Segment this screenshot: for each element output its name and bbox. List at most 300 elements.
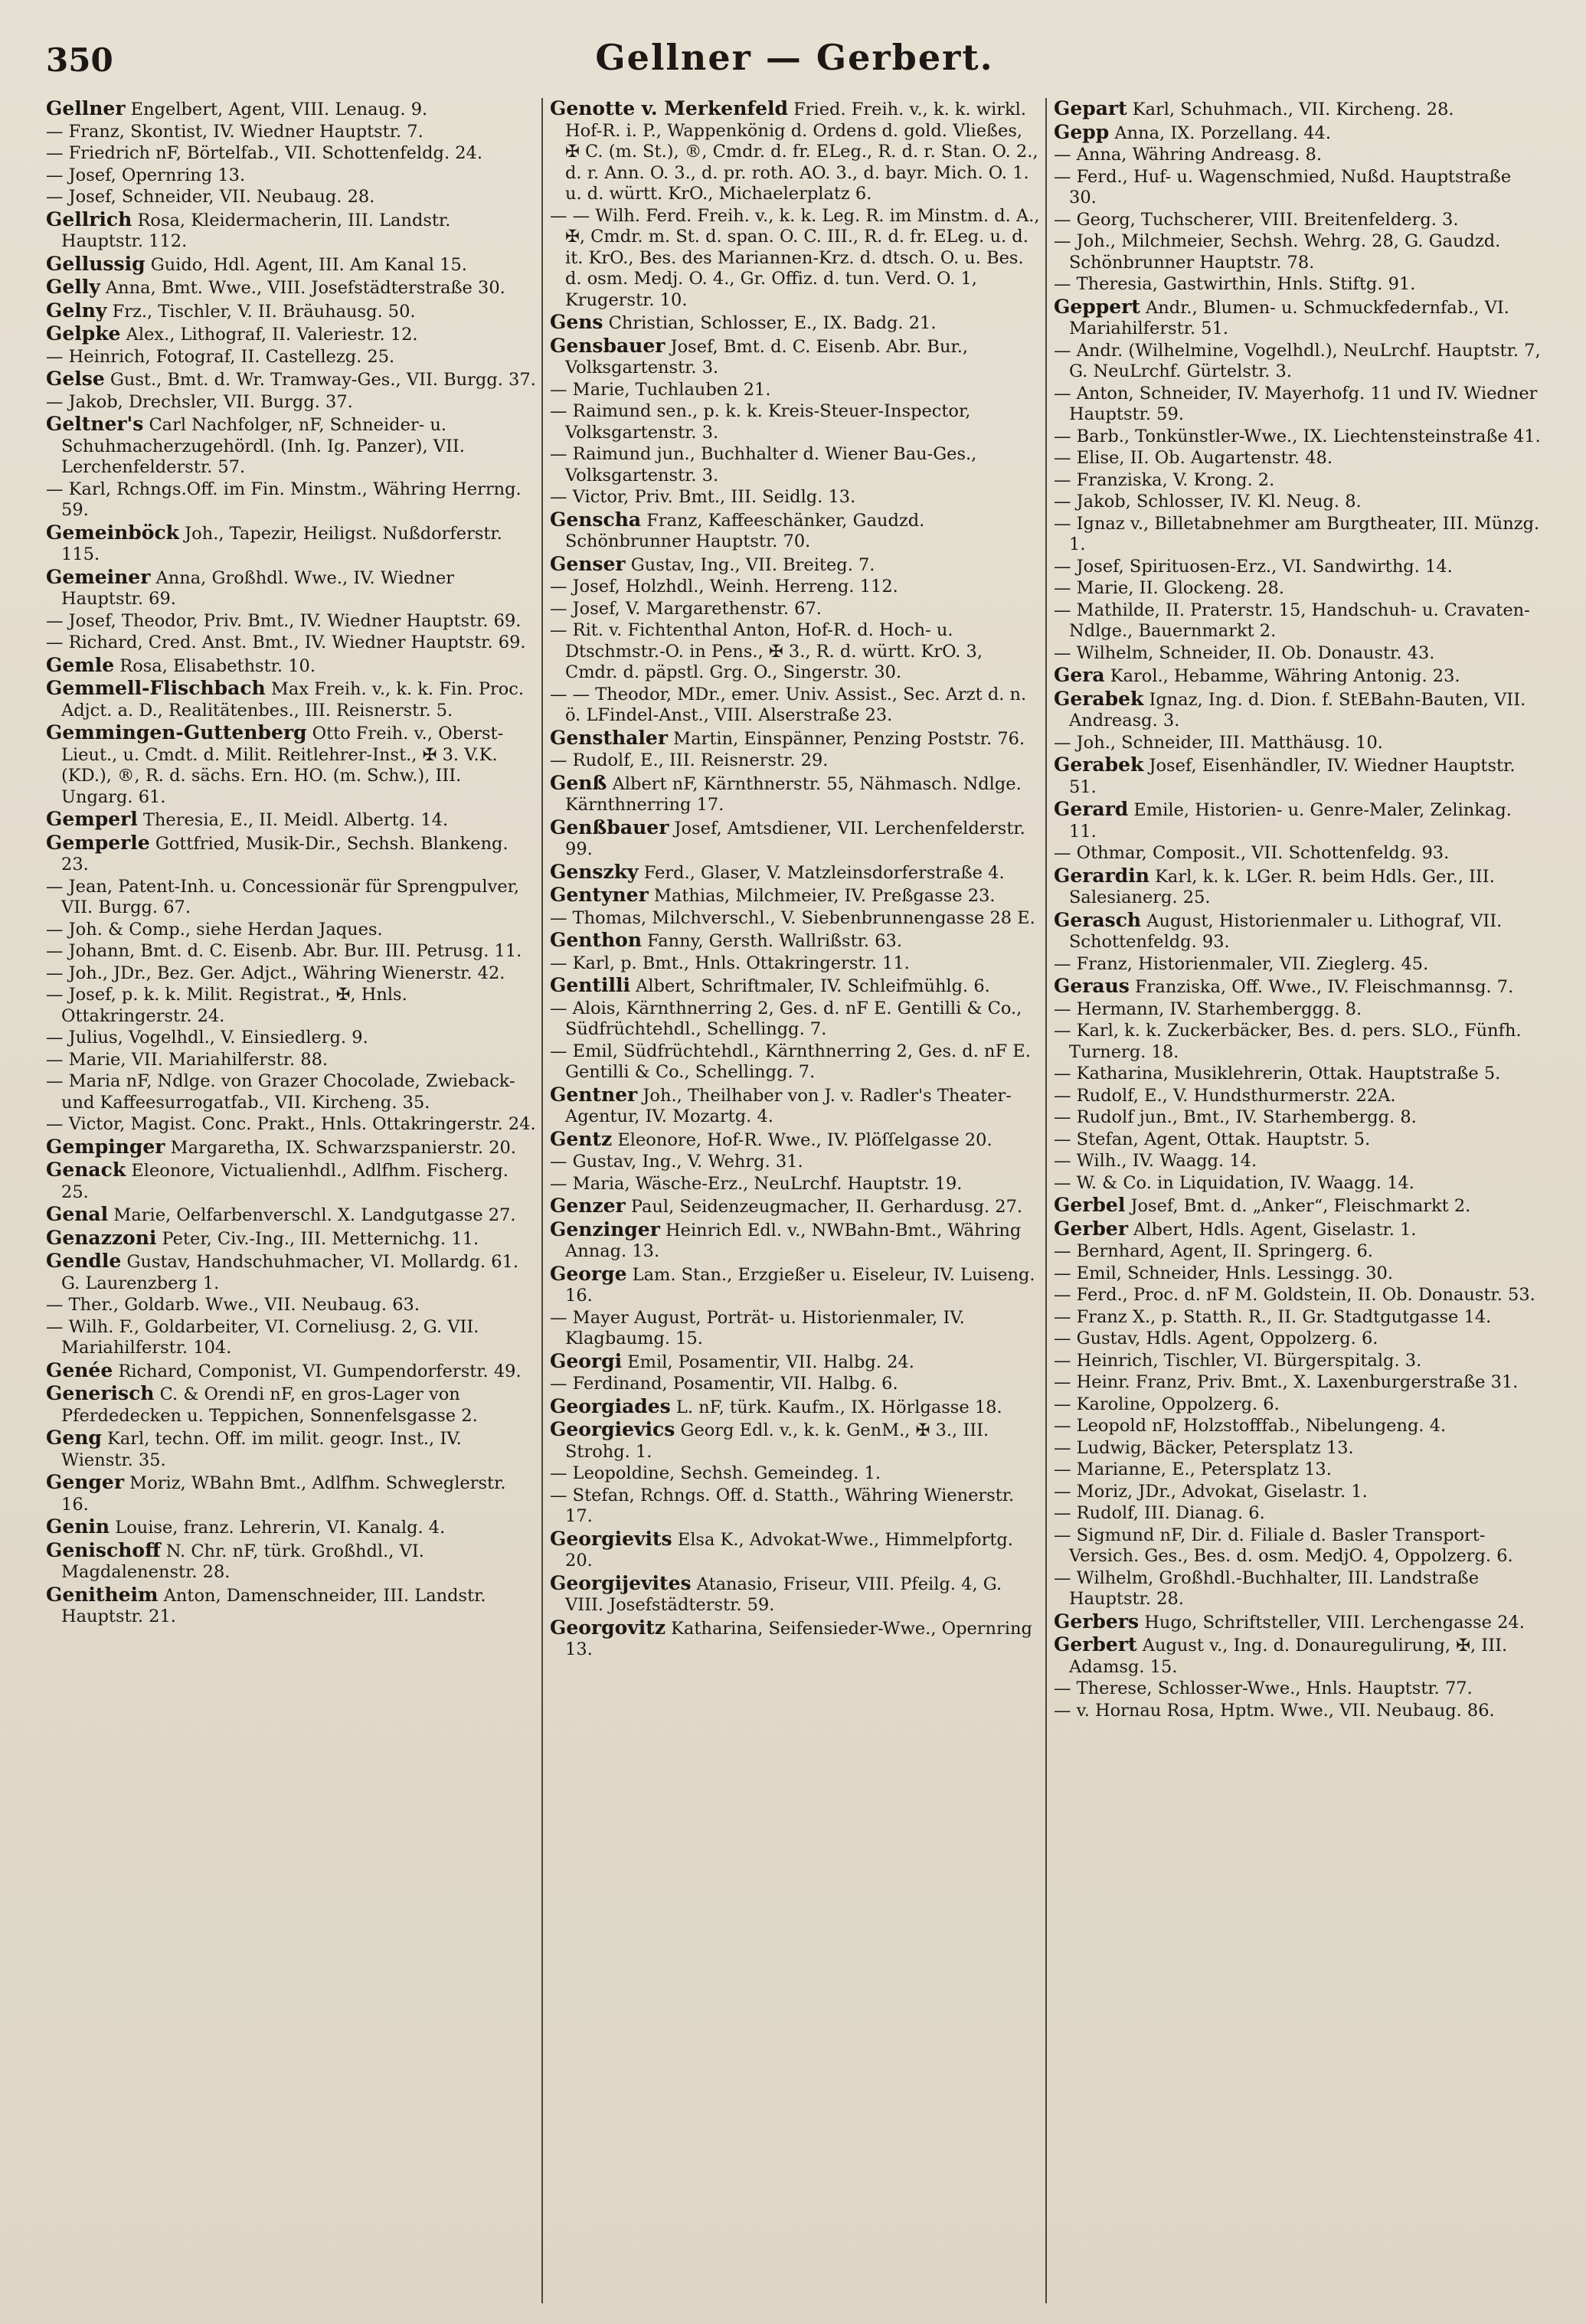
directory-entry — [1054, 976, 1544, 999]
directory-entry — [1054, 1021, 1544, 1063]
entry-details: Moriz, WBahn Bmt., Adlfhm. Schweglerstr. 16. — [61, 1473, 506, 1515]
entry-surname: Gelly — [46, 276, 100, 298]
directory-entry — [1054, 1438, 1544, 1459]
directory-entry — [550, 509, 1040, 553]
entry-details: — v. Hornau Rosa, Hptm. Wwe., VII. Neubaug. 86. — [1054, 1700, 1495, 1721]
entry-details: Alex., Lithograf, II. Valeriestr. 12. — [120, 325, 418, 345]
directory-entry — [1054, 799, 1544, 842]
entry-surname: Gerber — [1054, 1217, 1128, 1240]
directory-entry — [1054, 1086, 1544, 1107]
entry-surname: Geng — [46, 1427, 102, 1449]
entry-details: Gottfried, Musik-Dir., Sechsh. Blankeng. 23. — [61, 833, 509, 874]
entry-details: Engelbert, Agent, VIII. Lenaug. 9. — [125, 100, 428, 119]
entry-details: — Richard, Cred. Anst. Bmt., IV. Wiedner Hauptstr. 69. — [46, 632, 526, 652]
directory-entry — [46, 276, 536, 299]
directory-entry — [46, 1472, 536, 1515]
entry-surname: Genal — [46, 1203, 109, 1225]
directory-entry — [1054, 470, 1544, 492]
entry-details: Anton, Damenschneider, III. Landstr. Hauptstr. 21. — [61, 1585, 486, 1626]
entry-surname: Gentyner — [550, 884, 649, 906]
entry-details: Marie, Oelfarbenverschl. X. Landgutgasse 27. — [108, 1205, 516, 1225]
directory-entry — [1054, 999, 1544, 1021]
entry-surname: Genischoff — [46, 1538, 161, 1561]
entry-surname: Georgievics — [550, 1418, 675, 1440]
directory-entry — [46, 809, 536, 832]
entry-details: — Jakob, Drechsler, VII. Burgg. 37. — [46, 391, 353, 412]
entry-surname: George — [550, 1262, 627, 1285]
entry-details: — Josef, V. Margarethenstr. 67. — [550, 598, 822, 619]
entry-details: — Therese, Schlosser-Wwe., Hnls. Hauptstr. 77. — [1054, 1678, 1473, 1698]
directory-entry — [46, 567, 536, 610]
entry-surname: Gerasch — [1054, 908, 1142, 931]
entry-details: Elsa K., Advokat-Wwe., Himmelpfortg. 20. — [565, 1529, 1013, 1571]
entry-details: — Maria, Wäsche-Erz., NeuLrchf. Hauptstr. 19. — [550, 1173, 963, 1194]
directory-entry — [1054, 1218, 1544, 1241]
entry-details: Richard, Componist, VI. Gumpendorferstr. 49. — [113, 1361, 522, 1381]
entry-details: Albert nF, Kärnthnerstr. 55, Nähmasch. Ndlge. Kärnthnerring 17. — [565, 773, 1022, 815]
directory-entry — [550, 1396, 1040, 1419]
directory-entry — [550, 930, 1040, 953]
directory-entry — [550, 577, 1040, 598]
directory-entry — [1054, 1129, 1544, 1151]
entry-details: C. & Orendi nF, en gros-Lager von Pferdedecken u. Teppichen, Sonnenfelsgasse 2. — [61, 1384, 478, 1426]
entry-details: — Josef, Theodor, Priv. Bmt., IV. Wiedner Hauptstr. 69. — [46, 610, 522, 631]
directory-entry — [1054, 1195, 1544, 1218]
directory-entry — [46, 368, 536, 391]
entry-details: Katharina, Seifensieder-Wwe., Opernring 13. — [565, 1618, 1032, 1659]
directory-entry — [550, 1129, 1040, 1152]
entry-details: — Emil, Schneider, Hnls. Lessingg. 30. — [1054, 1263, 1394, 1283]
directory-entry — [46, 1159, 536, 1203]
entry-details: — Andr. (Wilhelmine, Vogelhdl.), NeuLrchf. Hauptstr. 7, G. NeuLrchf. Gürtelstr. 3. — [1054, 340, 1541, 381]
entry-details: — Raimund jun., Buchhalter d. Wiener Bau-Ges., Volksgartenstr. 3. — [550, 444, 977, 485]
entry-details: Franz, Kaffeeschänker, Gaudzd. Schönbrunner Hauptstr. 70. — [565, 510, 925, 551]
directory-entry — [46, 522, 536, 566]
entry-surname: Genßbauer — [550, 816, 669, 838]
entry-details: Gustav, Handschuhmacher, VI. Mollardg. 61. G. Laurenzberg 1. — [61, 1252, 519, 1293]
entry-details: — Leopoldine, Sechsh. Gemeindeg. 1. — [550, 1463, 881, 1483]
entry-details: Josef, Amtsdiener, VII. Lerchenfelderstr. 99. — [565, 818, 1025, 859]
directory-entry — [1054, 1107, 1544, 1129]
directory-entry — [550, 1486, 1040, 1528]
directory-entry — [550, 999, 1040, 1041]
entry-surname: Gerbers — [1054, 1610, 1140, 1633]
directory-entry — [1054, 843, 1544, 865]
entry-surname: Genée — [46, 1358, 113, 1381]
page-number: 350 — [46, 41, 113, 79]
entry-surname: Gentilli — [550, 974, 630, 996]
directory-entry — [1054, 1394, 1544, 1416]
directory-entry — [550, 312, 1040, 335]
directory-entry — [550, 599, 1040, 620]
directory-entry — [46, 1427, 536, 1471]
entry-surname: Gera — [1054, 664, 1105, 686]
entry-details: — Wilhelm, Großhdl.-Buchhalter, III. Landstraße Hauptstr. 28. — [1054, 1567, 1480, 1609]
directory-entry — [1054, 231, 1544, 273]
directory-entry — [1054, 1678, 1544, 1700]
entry-details: Louise, franz. Lehrerin, VI. Kanalg. 4. — [110, 1518, 446, 1538]
directory-entry — [1054, 1064, 1544, 1085]
entry-details: Heinrich Edl. v., NWBahn-Bmt., Währing Annag. 13. — [565, 1220, 1022, 1261]
entry-details: — Othmar, Composit., VII. Schottenfeldg. 93. — [1054, 843, 1450, 863]
entry-surname: Gemperl — [46, 808, 138, 830]
entry-details: Otto Freih. v., Oberst-Lieut., u. Cmdt. d. Milit. Reitlehrer-Inst., ✠ 3. V.K. (KD.), ®, R. d. sächs. Ern. HO. (m. Schw.), III. Ungarg. 61. — [61, 724, 504, 807]
entry-details: — Stefan, Agent, Ottak. Hauptstr. 5. — [1054, 1129, 1371, 1149]
directory-entry — [1054, 754, 1544, 798]
directory-entry — [46, 187, 536, 208]
directory-entry — [1054, 167, 1544, 209]
directory-entry — [46, 479, 536, 521]
entry-details: — Victor, Priv. Bmt., III. Seidlg. 13. — [550, 487, 856, 507]
entry-details: Ignaz, Ing. d. Dion. f. StEBahn-Bauten, VII. Andreasg. 3. — [1069, 689, 1526, 731]
directory-entry — [46, 143, 536, 165]
directory-entry — [1054, 1329, 1544, 1350]
directory-entry — [550, 98, 1040, 205]
entry-surname: Gellussig — [46, 252, 146, 275]
entry-surname: Georgijevites — [550, 1571, 692, 1594]
entry-details: — Ignaz v., Billetabnehmer am Burgtheater, III. Münzg. 1. — [1054, 513, 1540, 554]
entry-details: — Stefan, Rchngs. Off. d. Statth., Währing Wienerstr. 17. — [550, 1485, 1015, 1526]
entry-details: — Josef, Opernring 13. — [46, 165, 246, 185]
entry-surname: Gensthaler — [550, 726, 669, 749]
entry-surname: Genitheim — [46, 1583, 159, 1606]
entry-surname: Genß — [550, 771, 607, 794]
directory-entry — [1054, 1416, 1544, 1437]
entry-details: Karl, techn. Off. im milit. geogr. Inst., IV. Wienstr. 35. — [61, 1429, 462, 1470]
directory-entry — [1054, 122, 1544, 145]
entry-details: — Rudolf, III. Dianag. 6. — [1054, 1503, 1265, 1523]
directory-entry — [550, 1351, 1040, 1374]
entry-surname: Genazzoni — [46, 1226, 157, 1249]
entry-surname: Gepart — [1054, 98, 1127, 119]
directory-entry — [1054, 865, 1544, 909]
entry-details: — Ferd., Huf- u. Wagenschmied, Nußd. Hauptstraße 30. — [1054, 166, 1512, 208]
entry-details: — Franziska, V. Krong. 2. — [1054, 469, 1275, 490]
entry-details: — Ferd., Proc. d. nF M. Goldstein, II. Ob. Donaustr. 53. — [1054, 1285, 1535, 1305]
entry-details: — Karl, p. Bmt., Hnls. Ottakringerstr. 11. — [550, 953, 910, 973]
entry-surname: Gemle — [46, 653, 115, 676]
directory-entry — [46, 300, 536, 323]
entry-surname: Gemmell-Flischbach — [46, 677, 266, 699]
entry-details: Joh., Theilhaber von J. v. Radler's Theater-Agentur, IV. Mozartg. 4. — [565, 1085, 1012, 1126]
directory-entry — [550, 1195, 1040, 1218]
directory-entry — [550, 750, 1040, 772]
directory-entry — [550, 380, 1040, 401]
directory-entry — [1054, 1611, 1544, 1634]
entry-details: — — Theodor, MDr., emer. Univ. Assist., Sec. Arzt d. n. ö. LFindel-Anst., VIII. Alserstraße 23. — [550, 684, 1027, 725]
entry-details: — Leopold nF, Holzstofffab., Nibelungeng. 4. — [1054, 1416, 1447, 1436]
entry-details: — Johann, Bmt. d. C. Eisenb. Abr. Bur. III. Petrusg. 11. — [46, 941, 522, 961]
directory-entry — [46, 1050, 536, 1071]
directory-entry — [550, 1419, 1040, 1463]
directory-entry — [550, 444, 1040, 486]
entry-details: — Franz X., p. Statth. R., II. Gr. Stadtgutgasse 14. — [1054, 1306, 1492, 1327]
directory-entry — [1054, 427, 1544, 448]
entry-details: Anna, IX. Porzellang. 44. — [1109, 123, 1332, 143]
directory-entry — [46, 253, 536, 276]
entry-details: — Joh., JDr., Bez. Ger. Adjct., Währing Wienerstr. 42. — [46, 963, 505, 983]
directory-entry — [46, 920, 536, 941]
entry-details: — Marianne, E., Petersplatz 13. — [1054, 1459, 1332, 1479]
entry-details: Atanasio, Friseur, VIII. Pfeilg. 4, G. VIII. Josefstädterstr. 59. — [565, 1574, 1002, 1615]
directory-entry — [1054, 384, 1544, 426]
directory-entry — [46, 98, 536, 121]
directory-entry — [550, 975, 1040, 998]
directory-entry — [550, 884, 1040, 907]
entry-details: — Sigmund nF, Dir. d. Filiale d. Basler Transport-Versich. Ges., Bes. d. osm. MedjO. 4, Oppolzerg. 6. — [1054, 1525, 1513, 1566]
entry-details: — Josef, Spirituosen-Erz., VI. Sandwirthg. 14. — [1054, 556, 1453, 577]
entry-details: — Josef, p. k. k. Milit. Registrat., ✠, Hnls. Ottakringerstr. 24. — [46, 985, 407, 1026]
entry-surname: Genger — [46, 1471, 124, 1493]
entry-details: — Alois, Kärnthnerring 2, Ges. d. nF E. Gentilli & Co., Südfrüchtehdl., Schellingg. 7. — [550, 998, 1022, 1039]
directory-entry — [46, 1114, 536, 1136]
directory-entry — [1054, 954, 1544, 976]
directory-entry — [1054, 145, 1544, 166]
entry-surname: Gendle — [46, 1250, 122, 1272]
entry-surname: Gemperle — [46, 831, 150, 854]
entry-details: — Rit. v. Fichtenthal Anton, Hof-R. d. Hoch- u. Dtschmstr.-O. in Pens., ✠ 3., R. d. württ. KrO. 3, Cmdr. d. päpstl. Grg. O., Singerstr. 30. — [550, 620, 983, 682]
entry-details: — Mathilde, II. Praterstr. 15, Handschuh- u. Cravaten-Ndlge., Bauernmarkt 2. — [1054, 600, 1530, 641]
entry-surname: Gemmingen-Guttenberg — [46, 721, 307, 744]
directory-entry — [1054, 1241, 1544, 1263]
entry-details: Karl, k. k. LGer. R. beim Hdls. Ger., III. Salesianerg. 25. — [1069, 866, 1495, 907]
column-1 — [46, 98, 536, 2303]
directory-entry — [46, 655, 536, 678]
entry-surname: Gentz — [550, 1127, 613, 1150]
entry-surname: Gelny — [46, 299, 107, 322]
directory-entry — [550, 335, 1040, 379]
directory-entry — [1054, 1503, 1544, 1525]
entry-details: — Karl, Rchngs.Off. im Fin. Minstm., Währing Herrng. 59. — [46, 479, 522, 520]
entry-surname: Gempinger — [46, 1135, 165, 1158]
directory-entry — [46, 722, 536, 808]
directory-entry — [550, 1617, 1040, 1661]
directory-entry — [46, 1516, 536, 1539]
directory-entry — [1054, 341, 1544, 383]
directory-entry — [46, 1227, 536, 1250]
entry-details: — Heinrich, Fotograf, II. Castellezg. 25. — [46, 346, 395, 367]
directory-entry — [46, 1136, 536, 1159]
entry-details: Paul, Seidenzeugmacher, II. Gerhardusg. 27. — [625, 1197, 1023, 1217]
entry-details: — Barb., Tonkünstler-Wwe., IX. Liechtensteinstraße 41. — [1054, 426, 1541, 446]
directory-entry — [46, 832, 536, 876]
directory-entry — [1054, 1285, 1544, 1306]
entry-details: Gust., Bmt. d. Wr. Tramway-Ges., VII. Burgg. 37. — [104, 370, 536, 390]
entry-details: — Thomas, Milchverschl., V. Siebenbrunnengasse 28 E. — [550, 907, 1035, 928]
entry-details: Fried. Freih. v., k. k. wirkl. Hof-R. i. P., Wappenkönig d. Ordens d. gold. Vließes, ✠ C. (m. St.), ®, Cmdr. d. fr. ELeg., R. d. r. Stan. O. 2., d. r. Ann. O. 3., d. pr. roth. AO. 3., d. bayr. Mich. O. 1. u. d. württ. KrO., Michaelerplatz 6. — [565, 100, 1038, 204]
directory-entry — [1054, 1482, 1544, 1503]
entry-details: — Emil, Südfrüchtehdl., Kärnthnerring 2, Ges. d. nF E. Gentilli & Co., Schellingg. 7. — [550, 1041, 1031, 1082]
directory-entry — [1054, 665, 1544, 688]
entry-details: — Ther., Goldarb. Wwe., VII. Neubaug. 63. — [46, 1295, 420, 1315]
entry-details: — Moriz, JDr., Advokat, Giselastr. 1. — [1054, 1481, 1368, 1502]
directory-entry — [550, 487, 1040, 508]
entry-details: Fanny, Gersth. Wallrißstr. 63. — [642, 931, 903, 951]
directory-entry — [550, 1374, 1040, 1395]
entry-details: — Jakob, Schlosser, IV. Kl. Neug. 8. — [1054, 492, 1362, 512]
entry-details: Rosa, Elisabethstr. 10. — [114, 655, 316, 676]
directory-entry — [46, 941, 536, 963]
entry-details: — Josef, Holzhdl., Weinh. Herreng. 112. — [550, 577, 898, 597]
directory-entry — [1054, 296, 1544, 340]
directory-entry — [550, 1219, 1040, 1263]
entry-surname: Georgievits — [550, 1527, 672, 1550]
directory-entry — [1054, 1459, 1544, 1481]
entry-surname: Gerabek — [1054, 753, 1144, 776]
entry-surname: Gens — [550, 311, 603, 333]
entry-details: — Josef, Schneider, VII. Neubaug. 28. — [46, 187, 375, 207]
directory-entry — [550, 206, 1040, 312]
entry-details: Georg Edl. v., k. k. GenM., ✠ 3., III. Strohg. 1. — [565, 1420, 989, 1462]
directory-entry — [1054, 1307, 1544, 1329]
entry-surname: Genzinger — [550, 1218, 660, 1240]
entry-details: Emil, Posamentir, VII. Halbg. 24. — [622, 1352, 914, 1372]
entry-details: — Anton, Schneider, IV. Mayerhofg. 11 und IV. Wiedner Hauptstr. 59. — [1054, 383, 1538, 424]
entry-details: — Marie, VII. Mariahilferstr. 88. — [46, 1049, 329, 1070]
entry-details: — Hermann, IV. Starhemberggg. 8. — [1054, 999, 1362, 1019]
entry-details: Peter, Civ.-Ing., III. Metternichg. 11. — [156, 1228, 479, 1249]
entry-details: — Wilh., IV. Waagg. 14. — [1054, 1151, 1257, 1171]
directory-entry — [550, 1041, 1040, 1084]
directory-entry — [550, 1174, 1040, 1195]
directory-entry — [1054, 733, 1544, 754]
directory-entry — [46, 1071, 536, 1113]
entry-details: — Heinr. Franz, Priv. Bmt., X. Laxenburgerstraße 31. — [1054, 1372, 1519, 1392]
entry-details: Joh., Tapezir, Heiligst. Nußdorferstr. 115. — [61, 523, 502, 564]
directory-entry — [46, 1317, 536, 1359]
directory-entry — [550, 1084, 1040, 1128]
entry-details: Franziska, Off. Wwe., IV. Fleischmannsg. 7. — [1129, 977, 1514, 997]
directory-entry — [46, 323, 536, 346]
entry-details: Josef, Bmt. d. „Anker“, Fleischmarkt 2. — [1125, 1196, 1471, 1216]
entry-details: — Ferdinand, Posamentir, VII. Halbg. 6. — [550, 1374, 898, 1394]
entry-details: Josef, Eisenhändler, IV. Wiedner Hauptstr. 51. — [1069, 756, 1516, 797]
directory-entry — [46, 1584, 536, 1628]
entry-details: Karol., Hebamme, Währing Antonig. 23. — [1104, 666, 1460, 686]
entry-surname: Georgi — [550, 1349, 623, 1372]
entry-surname: Genser — [550, 552, 626, 575]
entry-details: Emile, Historien- u. Genre-Maler, Zelinkag. 11. — [1069, 800, 1512, 842]
directory-entry — [46, 1250, 536, 1294]
entry-details: N. Chr. nF, türk. Großhdl., VI. Magdalenenstr. 28. — [61, 1541, 424, 1582]
entry-details: Ferd., Glaser, V. Matzleinsdorferstraße 4. — [638, 862, 1005, 883]
entry-details: Max Freih. v., k. k. Fin. Proc. Adjct. a. D., Realitätenbes., III. Reisnerstr. 5. — [61, 679, 525, 721]
entry-details: — Georg, Tuchscherer, VIII. Breitenfelderg. 3. — [1054, 209, 1459, 230]
entry-details: — Wilh. F., Goldarbeiter, VI. Corneliusg. 2, G. VII. Mariahilferstr. 104. — [46, 1316, 479, 1358]
entry-details: — Heinrich, Tischler, VI. Bürgerspitalg. 3. — [1054, 1350, 1422, 1371]
directory-entry — [1054, 1351, 1544, 1372]
directory-entry — [1054, 643, 1544, 665]
directory-entry — [1054, 448, 1544, 469]
entry-details: — Rudolf, E., III. Reisnerstr. 29. — [550, 750, 829, 770]
entry-surname: Georgovitz — [550, 1616, 666, 1639]
directory-entry — [1054, 688, 1544, 732]
entry-details: Mathias, Milchmeier, IV. Preßgasse 23. — [648, 886, 996, 906]
directory-entry — [1054, 1634, 1544, 1678]
directory-entry — [550, 773, 1040, 816]
directory-entry — [46, 1383, 536, 1427]
entry-details: Karl, Schuhmach., VII. Kircheng. 28. — [1127, 100, 1454, 119]
directory-entry — [550, 401, 1040, 443]
directory-entry — [46, 392, 536, 413]
entry-details: Gustav, Ing., VII. Breiteg. 7. — [625, 554, 875, 575]
directory-entry — [46, 1295, 536, 1316]
entry-surname: Georgiades — [550, 1394, 671, 1417]
entry-details: August, Historienmaler u. Lithograf, VII. Schottenfeldg. 93. — [1069, 910, 1503, 952]
entry-surname: Gellner — [46, 98, 126, 119]
entry-details: Eleonore, Hof-R. Wwe., IV. Plöſſelgasse 20. — [612, 1129, 992, 1150]
entry-surname: Geltner's — [46, 413, 144, 435]
directory-entry — [550, 554, 1040, 577]
directory-entry — [46, 632, 536, 654]
entry-details: — Karoline, Oppolzerg. 6. — [1054, 1394, 1280, 1414]
directory-entry — [550, 620, 1040, 684]
entry-details: — Joh., Schneider, III. Matthäusg. 10. — [1054, 732, 1383, 753]
directory-entry — [46, 1360, 536, 1383]
column-3 — [1054, 98, 1544, 2303]
entry-details: Rosa, Kleidermacherin, III. Landstr. Hauptstr. 112. — [61, 210, 451, 251]
entry-details: Anna, Großhdl. Wwe., IV. Wiedner Hauptstr. 69. — [61, 567, 455, 609]
entry-details: — Maria nF, Ndlge. von Grazer Chocolade, Zwieback- und Kaffeesurrogatfab., VII. Kircheng. 35. — [46, 1071, 515, 1113]
directory-entry — [46, 122, 536, 143]
entry-details: — Joh. & Comp., siehe Herdan Jaques. — [46, 919, 383, 940]
entry-details: — Franz, Skontist, IV. Wiedner Hauptstr. 7. — [46, 121, 423, 142]
directory-entry — [1054, 1525, 1544, 1567]
entry-details: — Anna, Währing Andreasg. 8. — [1054, 145, 1323, 165]
directory-entry — [550, 1463, 1040, 1485]
entry-details: — Franz, Historienmaler, VII. Zieglerg. 45. — [1054, 953, 1429, 974]
entry-details: — Gustav, Hdls. Agent, Oppolzerg. 6. — [1054, 1329, 1378, 1348]
directory-entry — [46, 1540, 536, 1584]
entry-details: Martin, Einspänner, Penzing Poststr. 76. — [668, 728, 1025, 749]
entry-surname: Genotte v. Merkenfeld — [550, 98, 789, 119]
entry-surname: Gemeinböck — [46, 521, 179, 544]
entry-details: — Mayer August, Porträt- u. Historienmaler, IV. Klagbaumg. 15. — [550, 1307, 965, 1348]
directory-entry — [1054, 492, 1544, 513]
entry-surname: Gensbauer — [550, 334, 665, 357]
directory-entry — [46, 1028, 536, 1049]
directory-entry — [550, 861, 1040, 884]
entry-surname: Genscha — [550, 508, 642, 531]
directory-entry — [1054, 1173, 1544, 1195]
entry-details: L. nF, türk. Kaufm., IX. Hörlgasse 18. — [670, 1397, 1002, 1417]
entry-details: Eleonore, Victualienhdl., Adlfhm. Fischerg. 25. — [61, 1161, 509, 1202]
entry-details: Margaretha, IX. Schwarzspanierstr. 20. — [165, 1137, 517, 1158]
column-divider — [1045, 98, 1047, 2303]
page-header — [46, 37, 1543, 90]
entry-surname: Gelpke — [46, 322, 121, 345]
directory-entry — [550, 1573, 1040, 1616]
entry-details: Anna, Bmt. Wwe., VIII. Josefstädterstraße 30. — [100, 278, 505, 298]
entry-details: Carl Nachfolger, nF, Schneider- u. Schuhmacherzugehördl. (Inh. Ig. Panzer), VII. Lerchenfelderstr. 57. — [61, 415, 465, 477]
entry-details: Josef, Bmt. d. C. Eisenb. Abr. Bur., Volksgartenstr. 3. — [565, 336, 969, 378]
running-title: Gellner — Gerbert. — [595, 37, 994, 78]
entry-surname: Genin — [46, 1515, 110, 1538]
entry-details: — Marie, II. Glockeng. 28. — [1054, 578, 1285, 598]
entry-details: Lam. Stan., Erzgießer u. Eiseleur, IV. Luiseng. 16. — [565, 1264, 1035, 1306]
entry-details: — — Wilh. Ferd. Freih. v., k. k. Leg. R. im Minstm. d. A., ✠, Cmdr. m. St. d. span. O. C. III., R. d. fr. ELeg. u. d. it. KrO., Bes. des Mariannen-Krz. d. dtsch. O. u. Bes. d. osm. Medj. O. 4., Gr. Offiz. d. tun. Verd. O. 1, Krugerstr. 10. — [550, 205, 1040, 310]
entry-details: — Julius, Vogelhdl., V. Einsiedlerg. 9. — [46, 1028, 368, 1048]
directory-entry — [46, 347, 536, 368]
directory-entry — [46, 678, 536, 721]
entry-surname: Genthon — [550, 929, 643, 951]
directory-entry — [550, 817, 1040, 861]
directory-entry — [46, 877, 536, 919]
directory-entry — [550, 685, 1040, 727]
entry-surname: Geraus — [1054, 975, 1130, 997]
entry-details: — Wilhelm, Schneider, II. Ob. Donaustr. 43. — [1054, 642, 1435, 663]
entry-details: — Marie, Tuchlauben 21. — [550, 379, 771, 400]
